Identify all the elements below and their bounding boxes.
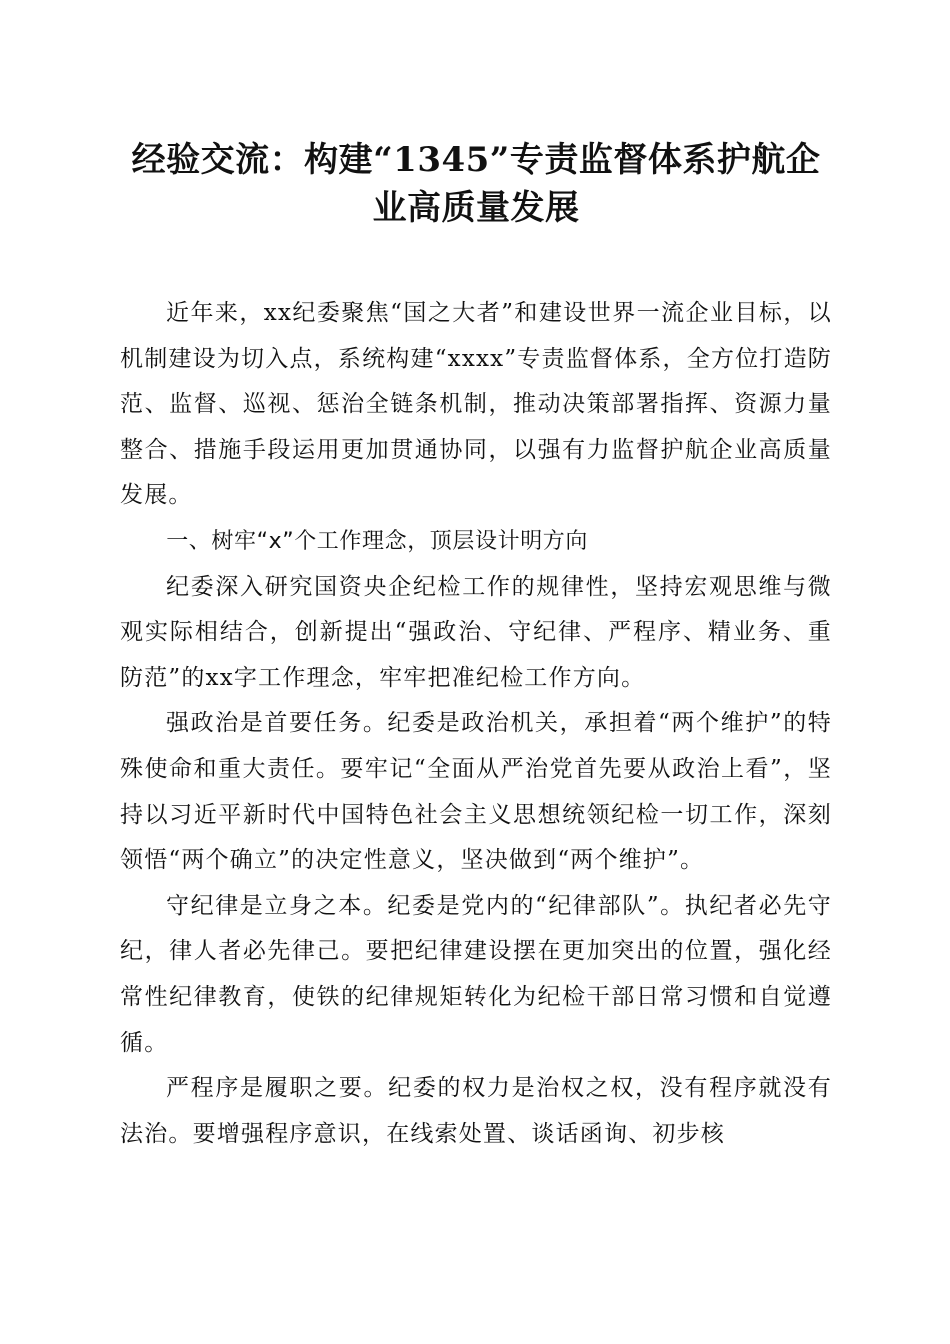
- document-body: [120, 291, 832, 1157]
- paragraph-work-concept: 纪委深入研究国资央企纪检工作的规律性，坚持宏观思维与微观实际相结合，创新提出“强政治、守纪律、严程序、精业务、重防范”的xx字工作理念，牢牢把准纪检工作方向。: [120, 573, 832, 691]
- section-heading-1: 一、树牢“x”个工作理念，顶层设计明方向: [166, 528, 589, 554]
- paragraph-procedure: 严程序是履职之要。纪委的权力是治权之权，没有程序就没有法治。要增强程序意识，在线索处置、谈话函询、初步核: [120, 1075, 832, 1147]
- paragraph-politics: 强政治是首要任务。纪委是政治机关，承担着“两个维护”的特殊使命和重大责任。要牢记“全面从严治党首先要从政治上看”，坚持以习近平新时代中国特色社会主义思想统领纪检一切工作，深刻领悟“两个确立”的决定性意义，坚决做到“两个维护”。: [120, 710, 832, 874]
- paragraph-discipline: 守纪律是立身之本。纪委是党内的“纪律部队”。执纪者必先守纪，律人者必先律己。要把纪律建设摆在更加突出的位置，强化经常性纪律教育，使铁的纪律规矩转化为纪检干部日常习惯和自觉遵循。: [120, 892, 832, 1056]
- document-page: [120, 0, 832, 1344]
- document-title: 经验交流：构建“1345”专责监督体系护航企业高质量发展: [131, 140, 821, 228]
- paragraph-intro: 近年来，xx纪委聚焦“国之大者”和建设世界一流企业目标，以机制建设为切入点，系统构建“xxxx”专责监督体系，全方位打造防范、监督、巡视、惩治全链条机制，推动决策部署指挥、资源力量整合、措施手段运用更加贯通协同，以强有力监督护航企业高质量发展。: [120, 300, 832, 509]
